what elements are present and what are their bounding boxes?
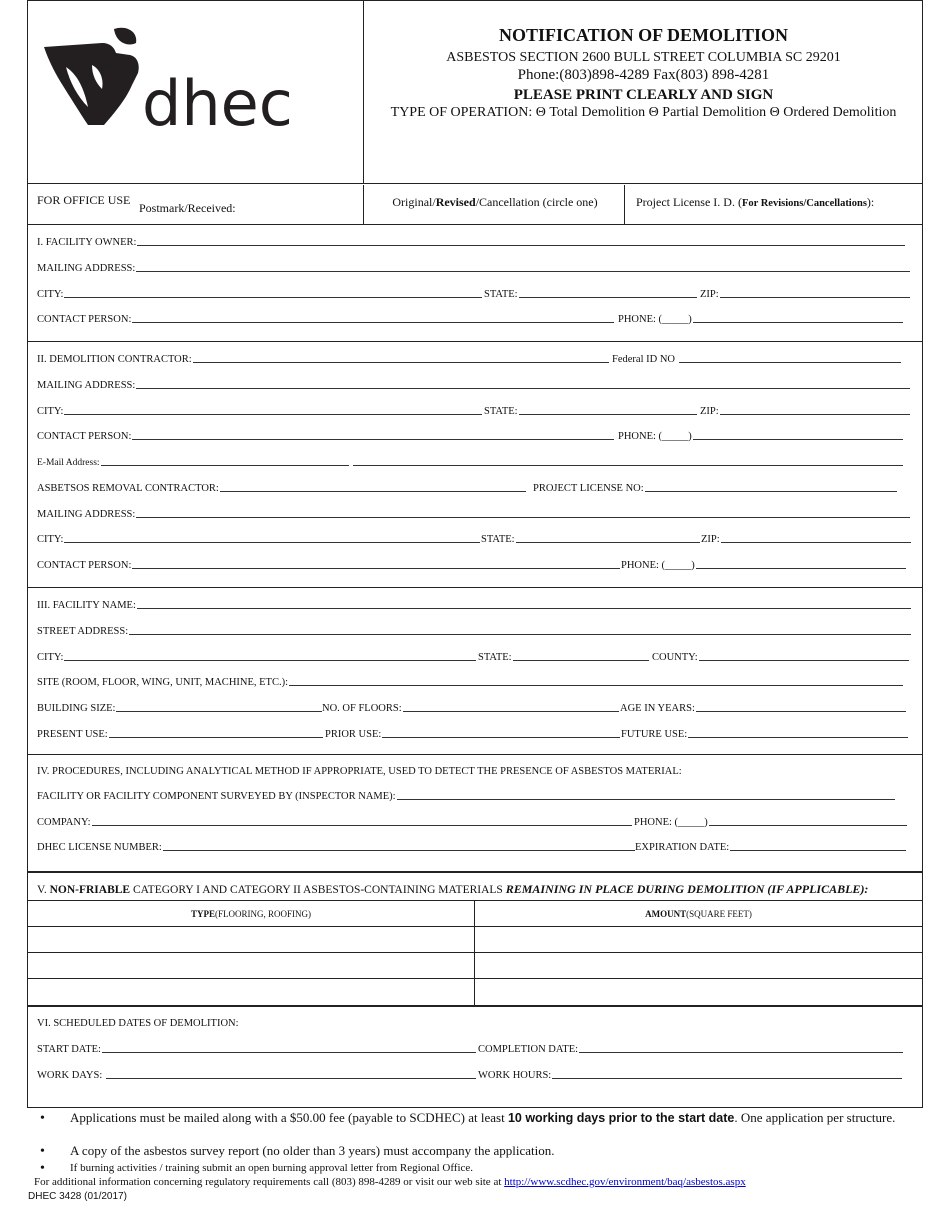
prior-use-field[interactable]: PRIOR USE: — [325, 728, 620, 740]
option-partial-demolition[interactable]: Θ Partial Demolition — [648, 105, 767, 120]
contact-phone: Phone:(803)898-4289 Fax(803) 898-4281 — [517, 67, 770, 83]
contractor-contact-field[interactable]: CONTACT PERSON: — [37, 430, 614, 442]
future-use-field[interactable]: FUTURE USE: — [621, 728, 908, 740]
contractor-email-field[interactable]: E-Mail Address: — [37, 456, 903, 468]
dhec-logo — [40, 25, 320, 135]
schedule-title: VI. SCHEDULED DATES OF DEMOLITION: — [37, 1018, 239, 1029]
section-facility — [28, 589, 922, 755]
operation-label: TYPE OF OPERATION: — [390, 105, 533, 120]
removal-city-field[interactable]: CITY: — [37, 533, 480, 545]
removal-contractor-field[interactable]: ASBETSOS REMOVAL CONTRACTOR: — [37, 482, 526, 494]
project-license-no-field[interactable]: PROJECT LICENSE NO: — [533, 482, 897, 494]
age-field[interactable]: AGE IN YEARS: — [620, 702, 906, 714]
inspector-company-field[interactable]: COMPANY: — [37, 816, 632, 828]
survey-note: A copy of the asbestos survey report (no older than 3 years) must accompany the application. — [70, 1143, 555, 1158]
owner-state-field[interactable]: STATE: — [484, 288, 697, 300]
postmark-label: Postmark/Received: — [139, 201, 236, 215]
owner-phone-field[interactable]: PHONE: (_____) — [618, 313, 903, 325]
removal-phone-field[interactable]: PHONE: (_____) — [621, 559, 906, 571]
section-procedures — [28, 756, 922, 870]
fee-note: Applications must be mailed along with a $50.00 fee (payable to SCDHEC) at least 10 working days prior to the start date. One application per structure. — [70, 1110, 896, 1125]
inspector-phone-field[interactable]: PHONE: (_____) — [634, 816, 907, 828]
office-use-row — [28, 185, 922, 225]
form-header — [28, 1, 922, 184]
contractor-phone-field[interactable]: PHONE: (_____) — [618, 430, 903, 442]
floors-field[interactable]: NO. OF FLOORS: — [322, 702, 619, 714]
demolition-form — [27, 0, 923, 1108]
type-column-header: TYPE(FLOORING, ROOFING) — [190, 909, 311, 919]
section-scheduled-dates — [28, 1008, 922, 1108]
owner-mailing-field[interactable]: MAILING ADDRESS: — [37, 262, 910, 274]
burning-note: If burning activities / training submit an open burning approval letter from Regional Office. — [70, 1162, 474, 1174]
expiration-date-field[interactable]: EXPIRATION DATE: — [635, 841, 906, 853]
materials-table — [28, 901, 922, 1007]
start-date-field[interactable]: START DATE: — [37, 1043, 476, 1055]
section-demolition-contractor — [28, 343, 922, 588]
section-facility-owner — [28, 226, 922, 342]
work-hours-field[interactable]: WORK HOURS: — [478, 1069, 902, 1081]
print-instruction: PLEASE PRINT CLEARLY AND SIGN — [513, 87, 774, 103]
removal-state-field[interactable]: STATE: — [481, 533, 700, 545]
option-total-demolition[interactable]: Θ Total Demolition — [535, 105, 646, 120]
inspector-name-field[interactable]: FACILITY OR FACILITY COMPONENT SURVEYED BY (INSPECTOR NAME): — [37, 790, 895, 802]
project-license-cell[interactable] — [626, 185, 922, 224]
project-license-label: Project License I. D. (For Revisions/Cancellations): — [636, 195, 875, 209]
facility-county-field[interactable]: COUNTY: — [652, 651, 909, 663]
form-number: DHEC 3428 (01/2017) — [28, 1191, 127, 1202]
title-cell — [365, 1, 922, 183]
procedures-title: IV. PROCEDURES, INCLUDING ANALYTICAL METHOD IF APPROPRIATE, USED TO DETECT THE PRESENCE OF ASBESTOS MATERIAL: — [37, 766, 682, 777]
asbestos-website-link[interactable]: http://www.scdhec.gov/environment/baq/asbestos.aspx — [504, 1176, 746, 1188]
table-column-divider — [474, 901, 475, 1005]
removal-mailing-field[interactable]: MAILING ADDRESS: — [37, 508, 910, 520]
operation-type — [365, 105, 922, 121]
facility-street-field[interactable]: STREET ADDRESS: — [37, 625, 911, 637]
facility-site-field[interactable]: SITE (ROOM, FLOOR, WING, UNIT, MACHINE, ETC.): — [37, 676, 903, 688]
owner-contact-field[interactable]: CONTACT PERSON: — [37, 313, 614, 325]
removal-contact-field[interactable]: CONTACT PERSON: — [37, 559, 620, 571]
facility-owner-field[interactable]: I. FACILITY OWNER: — [37, 236, 905, 248]
facility-name-field[interactable]: III. FACILITY NAME: — [37, 599, 911, 611]
facility-city-field[interactable]: CITY: — [37, 651, 476, 663]
owner-city-field[interactable]: CITY: — [37, 288, 482, 300]
revision-status: Original/Revised/Cancellation (circle one) — [392, 195, 598, 209]
office-use-label: FOR OFFICE USE — [37, 193, 131, 207]
contractor-mailing-field[interactable]: MAILING ADDRESS: — [37, 379, 910, 391]
office-use-cell[interactable] — [28, 185, 364, 224]
non-friable-section-title: V. NON-FRIABLE CATEGORY I AND CATEGORY II ASBESTOS-CONTAINING MATERIALS REMAINING IN PLACE DURING DEMOLITION (IF APPLICABLE): — [28, 871, 922, 901]
contractor-state-field[interactable]: STATE: — [484, 405, 697, 417]
logo-text: dhec — [142, 67, 293, 135]
option-ordered-demolition[interactable]: Θ Ordered Demolition — [769, 105, 897, 120]
info-note: For additional information concerning regulatory requirements call (803) 898-4289 or visit our web site at http://www.scdhec.gov/environment/baq/asbestos.aspx — [34, 1176, 746, 1188]
completion-date-field[interactable]: COMPLETION DATE: — [478, 1043, 903, 1055]
dhec-license-field[interactable]: DHEC LICENSE NUMBER: — [37, 841, 635, 853]
revision-status-cell[interactable] — [365, 185, 625, 224]
amount-column-header: AMOUNT(SQUARE FEET) — [645, 909, 752, 919]
present-use-field[interactable]: PRESENT USE: — [37, 728, 323, 740]
removal-zip-field[interactable]: ZIP: — [701, 533, 911, 545]
section-address: ASBESTOS SECTION 2600 BULL STREET COLUMBIA SC 29201 — [446, 50, 841, 65]
logo-cell — [28, 1, 364, 183]
contractor-zip-field[interactable]: ZIP: — [700, 405, 910, 417]
facility-state-field[interactable]: STATE: — [478, 651, 649, 663]
demolition-contractor-field[interactable]: II. DEMOLITION CONTRACTOR: — [37, 353, 609, 365]
federal-id-field[interactable]: Federal ID NO — [612, 353, 901, 365]
building-size-field[interactable]: BUILDING SIZE: — [37, 702, 322, 714]
contractor-city-field[interactable]: CITY: — [37, 405, 482, 417]
owner-zip-field[interactable]: ZIP: — [700, 288, 910, 300]
work-days-field[interactable]: WORK DAYS: — [37, 1069, 476, 1081]
form-title: NOTIFICATION OF DEMOLITION — [498, 25, 789, 45]
